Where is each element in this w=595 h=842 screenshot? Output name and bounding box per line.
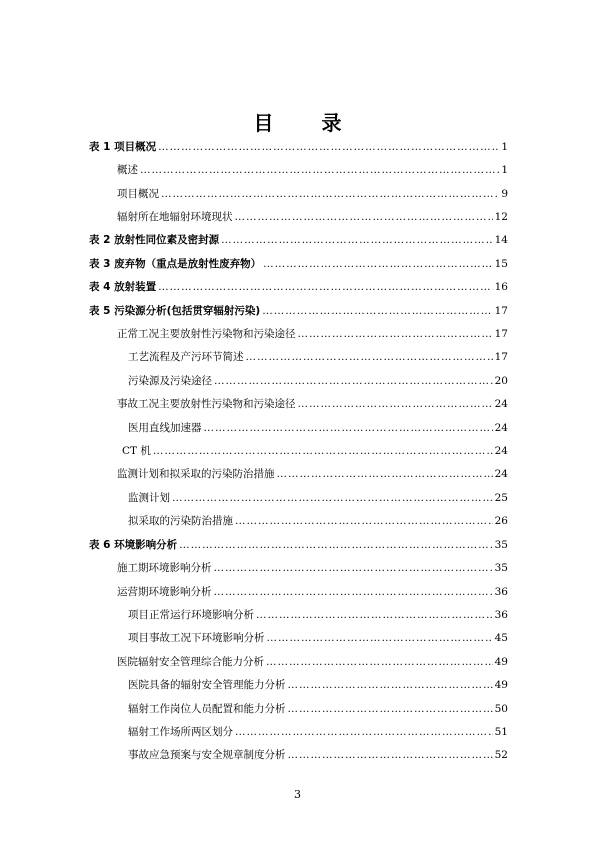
toc-leader-dots — [267, 630, 493, 646]
toc-entry-label: 正常工况主要放射性污染物和污染途径 — [117, 328, 296, 340]
toc-entry-label: 表 1 项目概况 — [89, 141, 157, 153]
toc-leader-dots — [214, 584, 493, 600]
toc-entry-label: 事故工况主要放射性污染物和污染途径 — [117, 398, 296, 410]
toc-entry[interactable] — [128, 747, 508, 763]
toc-entry-page: 50 — [494, 703, 508, 715]
toc-leader-dots — [172, 490, 493, 506]
toc-entry-page: 20 — [494, 375, 508, 387]
toc-entry-label: 表 3 废弃物（重点是放射性废弃物） — [89, 258, 262, 270]
toc-leader-dots — [140, 162, 499, 178]
toc-title-char-1: 目 — [253, 111, 274, 135]
toc-entry-page: 9 — [501, 188, 508, 200]
toc-entry[interactable] — [128, 677, 508, 693]
toc-leader-dots — [214, 560, 493, 576]
toc-leader-dots — [158, 139, 499, 155]
toc-entry[interactable] — [117, 186, 508, 202]
toc-entry[interactable] — [117, 584, 508, 600]
toc-entry-page: 26 — [494, 515, 508, 527]
toc-entry-label: 表 4 放射装置 — [89, 281, 157, 293]
toc-entry[interactable] — [117, 162, 508, 178]
toc-entry[interactable] — [117, 396, 508, 412]
toc-leader-dots — [298, 396, 493, 412]
toc-entry-page: 15 — [494, 258, 508, 270]
toc-entry[interactable] — [128, 701, 508, 717]
toc-leader-dots — [221, 232, 493, 248]
toc-entry-label: 污染源及污染途径 — [128, 375, 212, 387]
toc-entry-label: 项目正常运行环境影响分析 — [128, 609, 254, 621]
toc-entry-page: 1 — [501, 164, 508, 176]
toc-entry[interactable] — [117, 209, 508, 225]
toc-leader-dots — [214, 373, 493, 389]
toc-entry-page: 51 — [494, 726, 508, 738]
toc-entry-page: 24 — [494, 398, 508, 410]
toc-entry-page: 35 — [494, 562, 508, 574]
toc-entry-page: 14 — [494, 234, 508, 246]
toc-entry-label: 表 5 污染源分析(包括贯穿辐射污染) — [89, 305, 261, 317]
toc-leader-dots — [246, 349, 493, 365]
toc-entry[interactable] — [128, 349, 508, 365]
toc-leader-dots — [263, 256, 493, 272]
toc-entry[interactable] — [89, 139, 508, 155]
toc-leader-dots — [277, 466, 493, 482]
toc-entry-page: 17 — [494, 305, 508, 317]
toc-entry[interactable] — [89, 256, 508, 272]
toc-entry-page: 1 — [501, 141, 508, 153]
toc-entry-label: 监测计划 — [128, 492, 170, 504]
toc-entry[interactable] — [128, 513, 508, 529]
toc-leader-dots — [288, 747, 493, 763]
toc-entry[interactable] — [117, 560, 508, 576]
toc-entry[interactable] — [128, 490, 508, 506]
toc-entry-label: 拟采取的污染防治措施 — [128, 515, 233, 527]
toc-entry-page: 16 — [494, 281, 508, 293]
toc-entry-page: 36 — [494, 586, 508, 598]
toc-entry-label: 监测计划和拟采取的污染防治措施 — [117, 468, 275, 480]
toc-entry-label: 施工期环境影响分析 — [117, 562, 212, 574]
toc-leader-dots — [298, 326, 493, 342]
toc-leader-dots — [235, 209, 493, 225]
toc-entry[interactable] — [89, 279, 508, 295]
toc-leader-dots — [235, 513, 493, 529]
toc-entry-page: 24 — [494, 468, 508, 480]
toc-entry-page: 36 — [494, 609, 508, 621]
toc-entry-page: 49 — [494, 679, 508, 691]
toc-entry-page: 35 — [494, 539, 508, 551]
toc-leader-dots — [266, 654, 493, 670]
toc-entry[interactable] — [128, 420, 508, 436]
toc-leader-dots — [235, 724, 493, 740]
toc-entry[interactable] — [89, 232, 508, 248]
toc-entry[interactable] — [89, 537, 508, 553]
toc-entry-page: 24 — [494, 422, 508, 434]
toc-leader-dots — [158, 279, 493, 295]
toc-leader-dots — [288, 701, 493, 717]
toc-leader-dots — [153, 443, 493, 459]
toc-entry-label: 事故应急预案与安全规章制度分析 — [128, 749, 286, 761]
toc-entry-page: 45 — [494, 632, 508, 644]
toc-entry[interactable] — [117, 326, 508, 342]
toc-entry-page: 49 — [494, 656, 508, 668]
toc-entry-label: 项目事故工况下环境影响分析 — [128, 632, 265, 644]
toc-entry-label: 辐射工作场所两区划分 — [128, 726, 233, 738]
toc-entry-label: 辐射工作岗位人员配置和能力分析 — [128, 703, 286, 715]
toc-entry-label: 医用直线加速器 — [128, 422, 202, 434]
toc-entry-page: 25 — [494, 492, 508, 504]
toc-entry[interactable] — [122, 443, 508, 459]
toc-entry-label: 表 2 放射性同位素及密封源 — [89, 234, 220, 246]
toc-entry-page: 17 — [494, 328, 508, 340]
toc-entry[interactable] — [128, 630, 508, 646]
toc-leader-dots — [262, 303, 492, 319]
toc-entry-page: 52 — [494, 749, 508, 761]
toc-leader-dots — [161, 186, 499, 202]
toc-entry[interactable] — [117, 466, 508, 482]
toc-entry-label: 医院具备的辐射安全管理能力分析 — [128, 679, 286, 691]
toc-entry[interactable] — [128, 373, 508, 389]
toc-leader-dots — [288, 677, 493, 693]
toc-leader-dots — [179, 537, 493, 553]
toc-entry-label: 表 6 环境影响分析 — [89, 539, 178, 551]
toc-entry-label: 工艺流程及产污环节简述 — [128, 351, 244, 363]
toc-entry[interactable] — [117, 654, 508, 670]
toc-entry-page: 17 — [494, 351, 508, 363]
toc-entry-label: 概述 — [117, 164, 138, 176]
toc-entry-page: 12 — [494, 211, 508, 223]
page-number: 3 — [294, 788, 301, 801]
toc-entry-label: 医院辐射安全管理综合能力分析 — [117, 656, 264, 668]
toc-entry[interactable] — [89, 303, 508, 319]
toc-entry-label: 项目概况 — [117, 188, 159, 200]
toc-entry[interactable] — [128, 724, 508, 740]
toc-entry-label: 辐射所在地辐射环境现状 — [117, 211, 233, 223]
toc-leader-dots — [256, 607, 493, 623]
toc-title-char-2: 录 — [321, 111, 342, 135]
toc-entry-label: 运营期环境影响分析 — [117, 586, 212, 598]
toc-leader-dots — [204, 420, 493, 436]
toc-entry-label: CT 机 — [122, 445, 151, 457]
toc-entry[interactable] — [128, 607, 508, 623]
toc-entry-page: 24 — [494, 445, 508, 457]
